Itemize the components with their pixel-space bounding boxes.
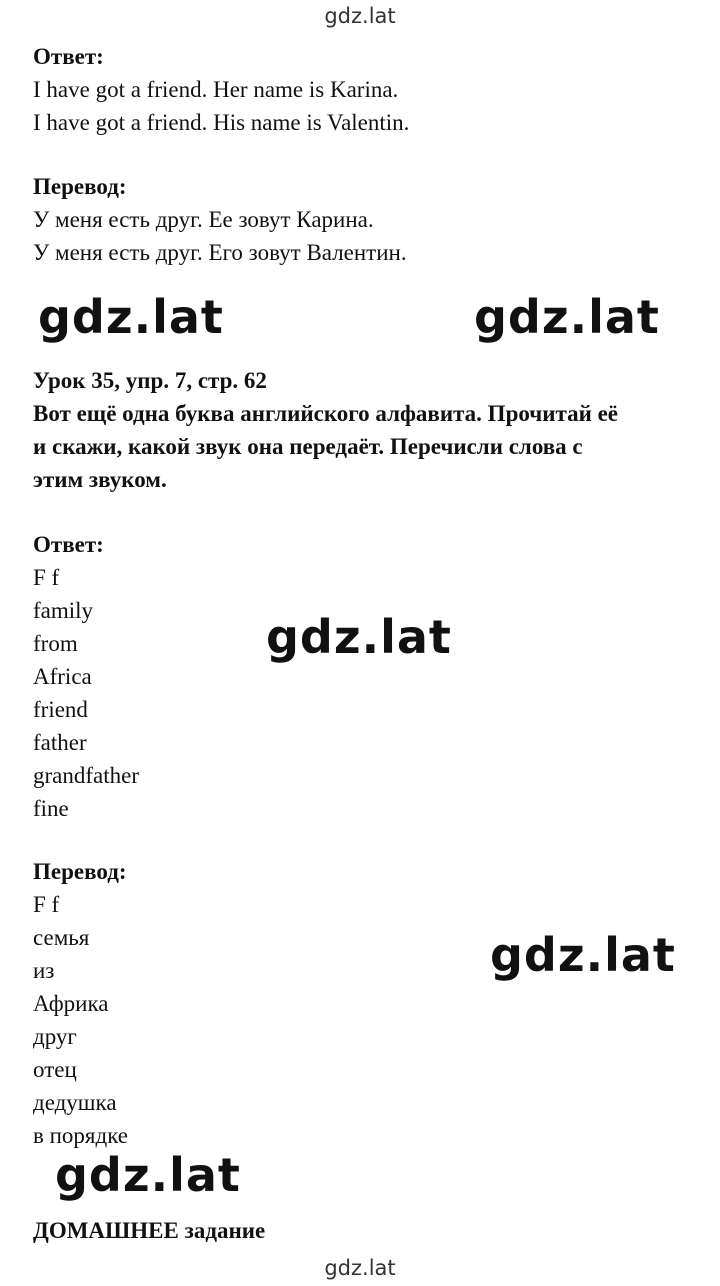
answer-line: I have got a friend. Her name is Karina. [33, 77, 399, 102]
answer-heading: Ответ: [33, 532, 104, 557]
translation-heading: Перевод: [33, 859, 127, 884]
watermark-big: gdz.lat [38, 290, 224, 344]
answer-word: father [33, 730, 87, 755]
translation-word: Африка [33, 991, 109, 1016]
task-line: Вот ещё одна буква английского алфавита. Прочитай её [33, 401, 618, 426]
translation-word: в порядке [33, 1123, 129, 1148]
translation-word: дедушка [33, 1090, 117, 1115]
answer-word: Africa [33, 664, 92, 689]
answer-word: from [33, 631, 78, 656]
task-line: и скажи, какой звук она передаёт. Перечисли слова с [33, 434, 583, 459]
task-line: этим звуком. [33, 467, 167, 492]
watermark-big: gdz.lat [55, 1148, 241, 1202]
watermark-big: gdz.lat [266, 610, 452, 664]
section1-answer [33, 40, 409, 139]
homework-heading: ДОМАШНЕЕ задание [33, 1218, 266, 1243]
translation-word: семья [33, 925, 90, 950]
translation-word: друг [33, 1024, 77, 1049]
watermark-big: gdz.lat [474, 290, 660, 344]
section1-translation [33, 170, 407, 269]
watermark-big: gdz.lat [490, 928, 676, 982]
translation-line: У меня есть друг. Ее зовут Карина. [33, 207, 374, 232]
lesson-reference: Урок 35, упр. 7, стр. 62 [33, 368, 267, 393]
answer-word: friend [33, 697, 88, 722]
answer-word: F f [33, 565, 60, 590]
answer-word: grandfather [33, 763, 139, 788]
translation-heading: Перевод: [33, 174, 127, 199]
watermark-top: gdz.lat [324, 4, 396, 28]
section2-translation [33, 855, 128, 1152]
section2-answer [33, 528, 139, 825]
homework-section [33, 1214, 265, 1247]
section2-task [33, 364, 618, 496]
answer-heading: Ответ: [33, 44, 104, 69]
translation-word: из [33, 958, 55, 983]
translation-word: F f [33, 892, 60, 917]
translation-word: отец [33, 1057, 77, 1082]
watermark-bottom: gdz.lat [324, 1256, 396, 1280]
answer-word: fine [33, 796, 69, 821]
answer-word: family [33, 598, 94, 623]
answer-line: I have got a friend. His name is Valentin. [33, 110, 410, 135]
translation-line: У меня есть друг. Его зовут Валентин. [33, 240, 407, 265]
